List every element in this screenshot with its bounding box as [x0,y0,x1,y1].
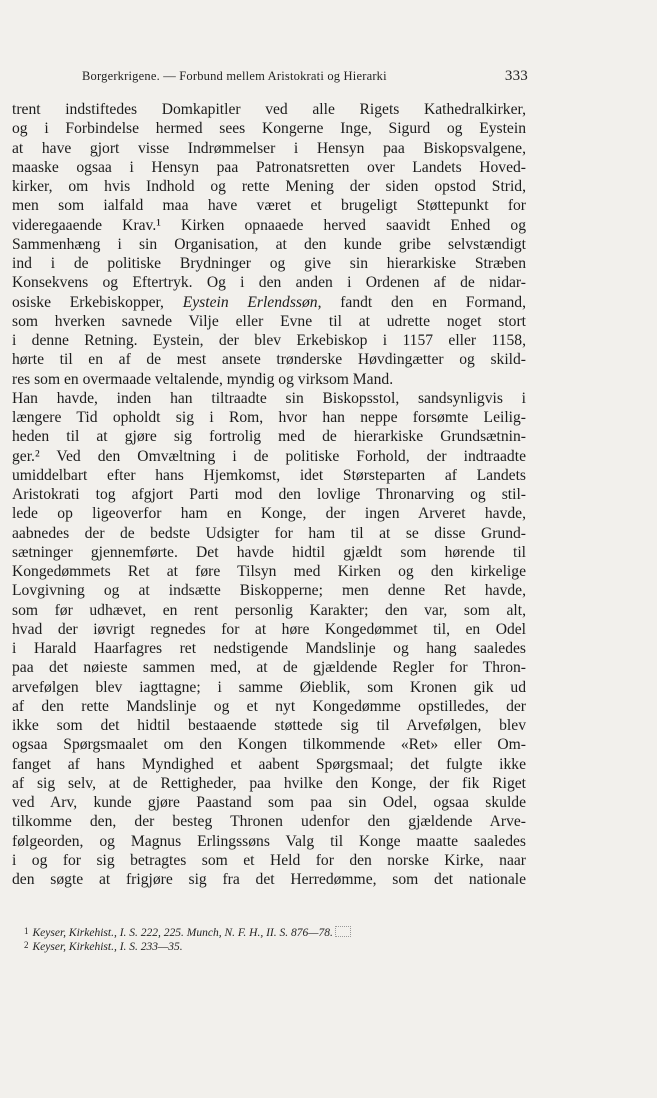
text-line: længere Tid opholdt sig i Rom, hvor han neppe forsømte Leilig- [12,409,526,426]
text-line: i denne Retning. Eystein, der blev Erkebiskop i 1157 eller 1158, [12,332,526,349]
text-line: ved Arv, kunde gjøre Paastand som paa sin Odel, ogsaa skulde [12,794,526,811]
footnote-number: 1 [24,926,29,936]
text-line: trent indstiftedes Domkapitler ved alle Rigets Kathedralkirker, [12,101,526,118]
text-line: ogsaa Spørgsmaalet om den Kongen tilkommende «Ret» eller Om- [12,736,526,754]
text-line: paa det nøieste sammen med, at de gjældende Regler for Thron- [12,659,526,677]
text-line: i Harald Haarfagres ret nedstigende Mandslinje og hang saaledes [12,640,526,657]
text-line: hvad der iøvrigt regnedes for at høre Kongedømmet til, en Odel [12,620,526,638]
text-line: aabnedes der de bedste Udsigter for ham til at se disse Grund- [12,524,526,542]
text-line: arvefølgen blev iagttagne; i samme Øieblik, som Kronen gik ud [12,678,526,696]
footnote-2 [24,938,494,954]
text-line: fanget af hans Myndighed et aabent Spørgsmaal; det fulgte ikke [12,755,526,773]
text-line: Sammenhæng i sin Organisation, at den kunde gribe selvstændigt [12,235,526,253]
text-line: at have gjort visse Indrømmelser i Hensyn paa Biskopsvalgene, [12,139,526,157]
text-line: videregaaende Krav.¹ Kirken opnaaede herved saavidt Enhed og [12,216,526,234]
text-line: umiddelbart efter hans Hjemkomst, idet Størsteparten af Landets [12,466,526,484]
footnote-number: 2 [24,940,29,950]
text-line: som før udhævet, en rent personlig Karakter; den var, som alt, [12,601,526,619]
body-text [12,100,526,889]
footnote-text: Keyser, Kirkehist., I. S. 222, 225. Munch, N. F. H., II. S. 876—78. [32,927,333,939]
text-line: osiske Erkebiskopper, Eystein Erlendssøn, fandt den en Formand, [12,293,526,311]
text-line: heden til at gjøre sig fortrolig med de hierarkiske Grundsætnin- [12,428,526,446]
running-header [82,68,528,85]
text-line: Lovgivning og at indsætte Biskopperne; men denne Ret havde, [12,582,526,600]
text-line: ikke som det hidtil bestaaende støttede sig til Arvefølgen, blev [12,717,526,734]
text-line: ind i de politiske Brydninger og give sin hierarkiske Stræben [12,255,526,272]
text-line: som hverken savnede Vilje eller Evne til at udrette noget stort [12,312,526,330]
text-line: af den rette Mandslinje og et nyt Kongedømme opstilledes, der [12,697,526,715]
footnote-text: Keyser, Kirkehist., I. S. 233—35. [32,941,183,953]
running-title: Borgerkrigene. — Forbund mellem Aristokrati og Hierarki [82,69,387,83]
text-line: Kongedømmets Ret at føre Tilsyn med Kirken og den kirkelige [12,563,526,580]
text-line: og i Forbindelse hermed sees Kongerne Inge, Sigurd og Eystein [12,120,526,138]
text-line: Han havde, inden han tiltraadte sin Biskopsstol, sandsynligvis i [12,389,526,407]
text-line: den søgte at frigjøre sig fra det Herredømme, som det nationale [12,871,526,888]
text-line: Aristokrati tog afgjort Parti mod den lovlige Thronarving og stil- [12,486,526,503]
text-line: sætninger gjennemførte. Det havde hidtil gjældt som hørende til [12,543,526,561]
text-line: hørte til en af de mest ansete trønderske Høvdingætter og skild- [12,351,526,369]
text-line: i og for sig betragtes som et Held for den norske Kirke, naar [12,851,526,869]
text-line: af sig selv, at de Rettigheder, paa hvilke den Konge, der fik Riget [12,774,526,792]
text-line: men som ialfald maa have været et brugeligt Støttepunkt for [12,197,526,215]
scan-artifact [335,926,351,937]
text-line: Konsekvens og Eftertryk. Og i den anden i Ordenen af de nidar- [12,274,526,292]
text-line: ger.² Ved den Omvæltning i de politiske Forhold, der indtraadte [12,447,526,465]
text-line: res som en overmaade veltalende, myndig og virksom Mand. [12,370,394,388]
text-line: tilkomme den, der besteg Thronen udenfor den gjældende Arve- [12,813,526,831]
text-line: følgeorden, og Magnus Erlingssøns Valg til Konge maatte saaledes [12,832,526,850]
page-number: 333 [504,68,528,84]
italic-name: Eystein Erlendssøn [182,293,318,311]
text-line: kirker, om hvis Indhold og rette Mening der siden opstod Strid, [12,178,526,195]
text-line: lede op ligeoverfor ham en Konge, der ingen Arveret havde, [12,505,526,523]
text-line: maaske ogsaa i Hensyn paa Patronatsretten over Landets Hoved- [12,158,526,176]
